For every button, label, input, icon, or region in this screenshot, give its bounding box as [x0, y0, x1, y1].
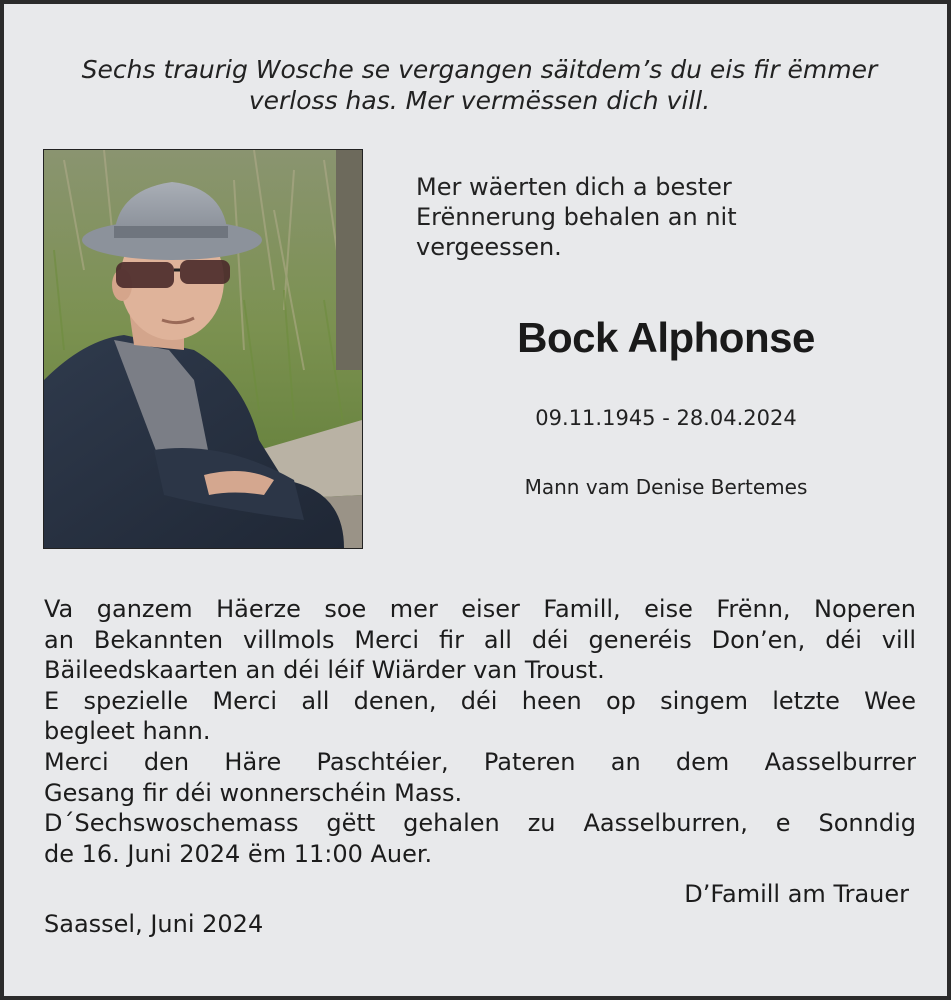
thanks-line: an Bekannten villmols Merci fir all déi generéis Don’en, déi vill: [44, 625, 916, 654]
thanks-line: Gesang fir déi wonnerschéin Mass.: [44, 778, 463, 807]
place-and-date: Saassel, Juni 2024: [44, 910, 264, 938]
spouse-line: Mann vam Denise Bertemes: [524, 475, 808, 499]
life-dates: 09.11.1945 - 28.04.2024: [535, 406, 797, 430]
intro-verse: [24, 54, 935, 116]
thanks-line: begleet hann.: [44, 717, 211, 746]
thanks-line: E spezielle Merci all denen, déi heen op singem letzte Wee: [44, 686, 916, 715]
mass-announcement-line: D´Sechswoschemass gëtt gehalen zu Aasselburren, e Sonndig: [44, 809, 916, 838]
memory-text: [416, 172, 836, 262]
memory-line-3: vergeessen.: [416, 233, 562, 261]
portrait-photo: [43, 149, 363, 549]
memory-line-2: Erënnerung behalen an nit: [416, 203, 737, 231]
thanks-line: Va ganzem Häerze soe mer eiser Famill, eise Frënn, Noperen: [44, 595, 916, 623]
intro-line-2: verloss has. Mer vermëssen dich vill.: [248, 86, 711, 115]
mass-announcement-line: de 16. Juni 2024 ëm 11:00 Auer.: [44, 839, 433, 868]
intro-line-1: Sechs traurig Wosche se vergangen säitdem’s du eis fir ëmmer: [81, 55, 878, 84]
deceased-name: Bock Alphonse: [517, 314, 815, 361]
thanks-line: Bäileedskaarten an déi léif Wiärder van Troust.: [44, 656, 605, 685]
thanks-line: Merci den Häre Paschtéier, Pateren an dem Aasselburrer: [44, 747, 916, 776]
family-signature: D’Famill am Trauer: [684, 880, 909, 908]
memory-line-1: Mer wäerten dich a bester: [416, 173, 732, 201]
thank-you-text: [44, 594, 916, 869]
